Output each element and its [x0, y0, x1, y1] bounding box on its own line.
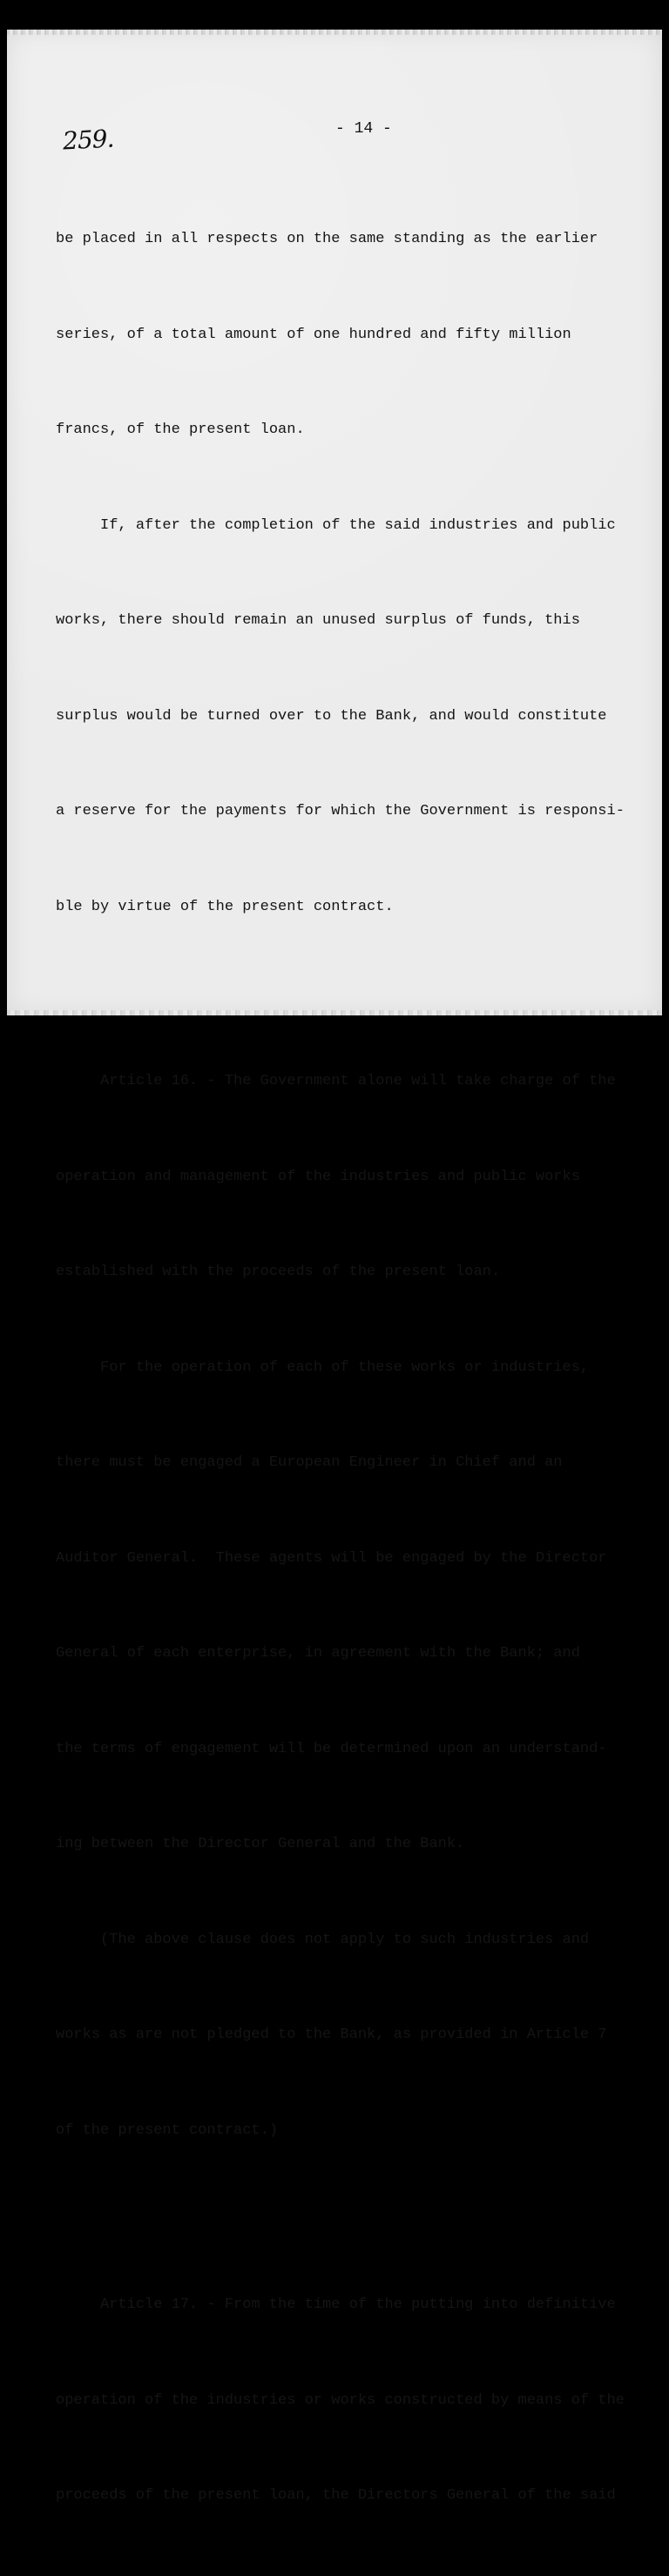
- text-line: of the present contract.): [56, 2121, 279, 2139]
- text-line: the terms of engagement will be determined upon an understand-: [56, 1740, 607, 1757]
- text-line: General of each enterprise, in agreement with the Bank; and: [56, 1645, 580, 1662]
- text-line: francs, of the present loan.: [56, 421, 305, 438]
- paragraph-gap: [56, 2210, 666, 2226]
- text-line: proceeds of the present loan, the Directors General of the said: [56, 2487, 616, 2504]
- document-body: [56, 160, 666, 2576]
- text-line: there must be engaged a European Engineer in Chief and an: [56, 1454, 563, 1471]
- scan-edge-top: [7, 30, 662, 35]
- text-line: Article 16. - The Government alone will take charge of the: [56, 1073, 616, 1089]
- scan-edge-bottom: [7, 1010, 662, 1015]
- page-number: - 14 -: [335, 120, 392, 138]
- text-line: works as are not pledged to the Bank, as provided in Article 7: [56, 2026, 607, 2043]
- text-line: works, there should remain an unused surplus of funds, this: [56, 612, 580, 629]
- text-line: ing between the Director General and the Bank.: [56, 1836, 465, 1852]
- text-line: surplus would be turned over to the Bank, and would constitute: [56, 707, 607, 725]
- text-line: For the operation of each of these works or industries,: [56, 1359, 590, 1376]
- text-line: ble by virtue of the present contract.: [56, 898, 394, 915]
- text-line: If, after the completion of the said industries and public: [56, 516, 616, 534]
- text-line: operation and management of the industries and public works: [56, 1168, 580, 1185]
- text-line: Auditor General. These agents will be engaged by the Director: [56, 1549, 607, 1567]
- text-line: (The above clause does not apply to such industries and: [56, 1931, 590, 1948]
- text-line: established with the proceeds of the present loan.: [56, 1264, 501, 1280]
- handwritten-folio-number: 259.: [62, 124, 115, 156]
- paragraph-gap: [56, 987, 666, 1002]
- text-line: a reserve for the payments for which the Government is responsi-: [56, 803, 625, 819]
- document-page: [7, 30, 662, 2504]
- text-line: operation of the industries or works constructed by means of the: [56, 2391, 625, 2409]
- text-line: series, of a total amount of one hundred and fifty million: [56, 326, 571, 343]
- text-line: Article 17. - From the time of the putting into definitive: [56, 2296, 616, 2313]
- text-line: be placed in all respects on the same standing as the earlier: [56, 231, 598, 247]
